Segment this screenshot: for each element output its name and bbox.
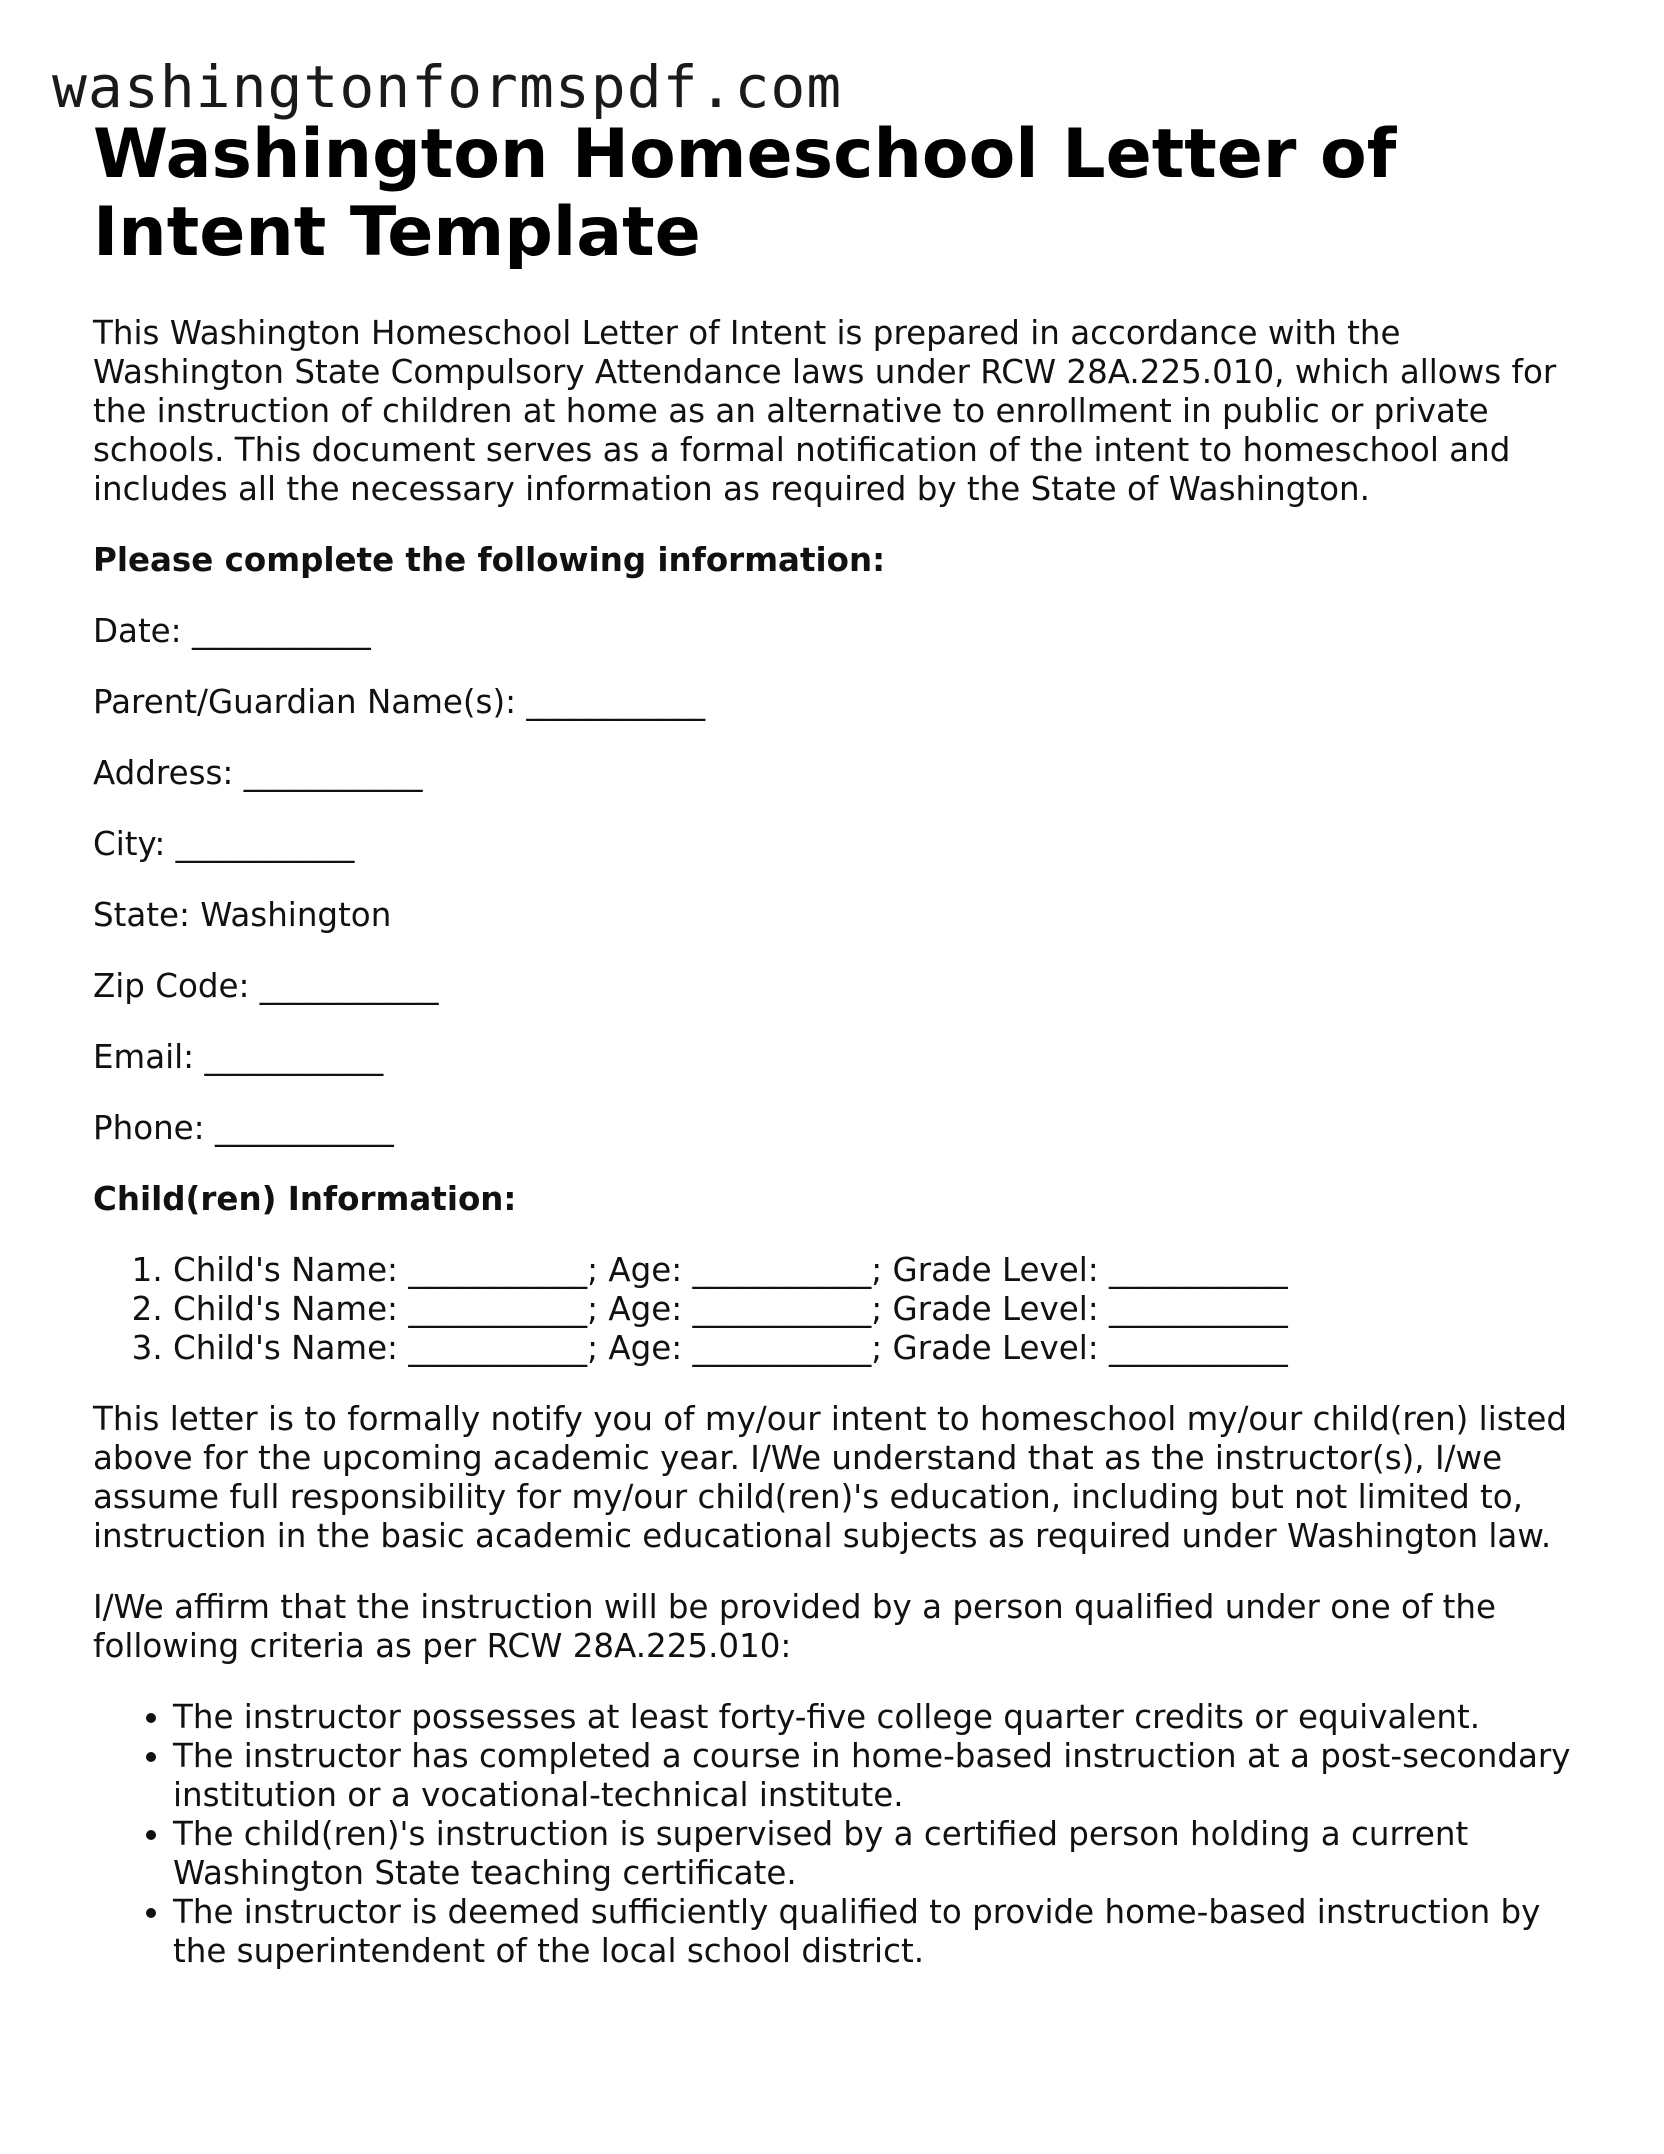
intro-paragraph: This Washington Homeschool Letter of Intent is prepared in accordance with the Washington State Compulsory Attendance laws under RCW 28A.225.010, which allows for the instruction of children at home as an alternative to enrollment in public or private schools. This document serves as a formal notification of the intent to homeschool and includes all the necessary information as required by the State of Washington. [93,314,1557,508]
email-field: Email: ___________ [93,1038,384,1076]
criteria-item: • The child(ren)'s instruction is supervised by a certified person holding a current Washington State teaching certificate. [173,1815,1593,1893]
phone-field: Phone: ___________ [93,1109,394,1147]
child-entry: 1. Child's Name: ___________; Age: ___________; Grade Level: ___________ [173,1251,1593,1290]
affirm-paragraph: I/We affirm that the instruction will be provided by a person qualified under one of the following criteria as per RCW 28A.225.010: [93,1588,1497,1665]
address-field: Address: ___________ [93,754,423,792]
zip-code-field: Zip Code: ___________ [93,967,439,1005]
criteria-item: • The instructor is deemed sufficiently qualified to provide home-based instruction by the superintendent of the local school district. [173,1893,1593,1971]
document-page [93,116,1593,1971]
state-field: State: Washington [93,896,392,934]
children-list [93,1251,1593,1368]
children-heading: Child(ren) Information: [93,1180,517,1218]
criteria-item: • The instructor possesses at least forty-five college quarter credits or equivalent. [173,1698,1593,1737]
city-field: City: ___________ [93,825,355,863]
form-heading: Please complete the following information: [93,541,886,579]
date-field: Date: ___________ [93,612,371,650]
criteria-item: • The instructor has completed a course in home-based instruction at a post-secondary institution or a vocational-technical institute. [173,1737,1593,1815]
guardian-name-field: Parent/Guardian Name(s): ___________ [93,683,706,721]
watermark-logo: washingtonformspdf.com [52,53,843,121]
child-entry: 2. Child's Name: ___________; Age: ___________; Grade Level: ___________ [173,1290,1593,1329]
page-title: Washington Homeschool Letter of Intent Template [93,115,1397,272]
child-entry: 3. Child's Name: ___________; Age: ___________; Grade Level: ___________ [173,1329,1593,1368]
notice-paragraph: This letter is to formally notify you of my/our intent to homeschool my/our child(ren) listed above for the upcoming academic year. I/We understand that as the instructor(s), I/we assume full responsibility for my/our child(ren)'s education, including but not limited to, instruction in the basic academic educational subjects as required under Washington law. [93,1400,1568,1555]
criteria-list [93,1698,1593,1971]
